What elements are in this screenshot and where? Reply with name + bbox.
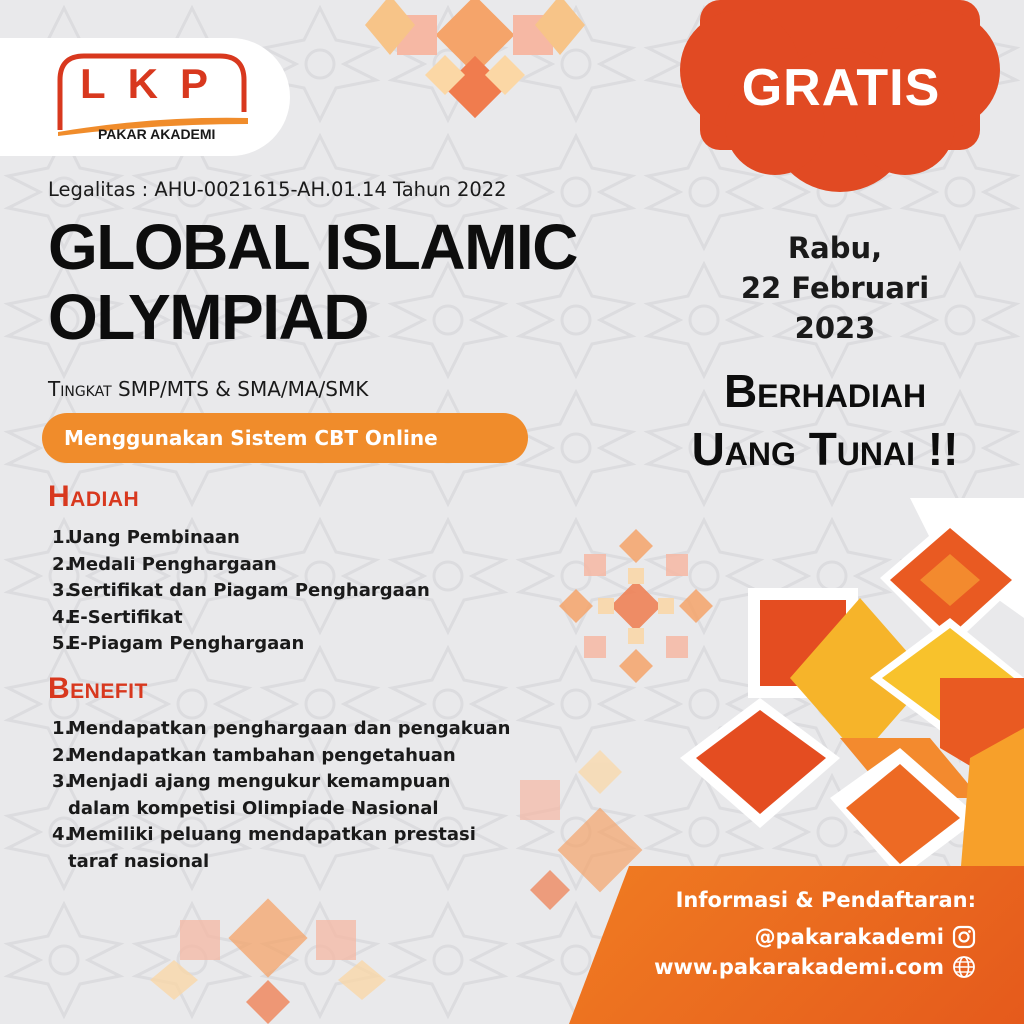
education-level: [48, 377, 368, 401]
hadiah-item: [52, 605, 430, 632]
instagram-icon: [952, 925, 976, 949]
benefit-item-text: Memiliki peluang mendapatkan prestasi taraf nasional: [68, 824, 476, 872]
logo-letters: LKP: [80, 60, 230, 107]
benefit-heading: Benefit: [48, 672, 148, 705]
website-link[interactable]: [654, 955, 976, 979]
logo-subtitle: PAKAR AKADEMI: [98, 126, 216, 142]
hadiah-item: [52, 525, 430, 552]
hadiah-item-text: E-Piagam Penghargaan: [68, 633, 305, 654]
legal-registration: Legalitas : AHU-0021615-AH.01.14 Tahun 2022: [48, 178, 507, 201]
benefit-item-number: 2.: [52, 744, 72, 766]
benefit-item-text: Menjadi ajang mengukur kemampuan dalam kompetisi Olimpiade Nasional: [68, 771, 451, 819]
level-prefix: Tingkat: [48, 377, 112, 401]
hadiah-item-number: 3.: [52, 580, 72, 601]
hadiah-item-text: Medali Penghargaan: [68, 553, 277, 575]
hadiah-list: [52, 525, 430, 658]
hadiah-item-number: 2.: [52, 553, 72, 575]
hadiah-item: [52, 578, 430, 605]
top-star-ornament: [330, 0, 620, 140]
gratis-badge: GRATIS: [741, 59, 941, 117]
event-year: 2023: [794, 311, 876, 345]
event-date: [700, 228, 970, 348]
prize-line1: Berhadiah: [723, 365, 927, 417]
benefit-list: [52, 716, 511, 875]
globe-icon: [952, 955, 976, 979]
instagram-link[interactable]: [755, 925, 976, 949]
contact-heading: [676, 888, 976, 912]
event-date-value: 22 Februari: [740, 271, 930, 305]
bottom-left-ornament: [140, 880, 400, 1024]
benefit-item-text: Mendapatkan tambahan pengetahuan: [68, 744, 456, 766]
event-title-line2: OLYMPIAD: [48, 281, 368, 353]
benefit-item-number: 4.: [52, 824, 72, 845]
instagram-handle[interactable]: @pakarakademi: [754, 925, 944, 949]
hadiah-item-number: 5.: [52, 633, 72, 654]
event-title-line1: GLOBAL ISLAMIC: [48, 211, 577, 283]
event-title: [48, 212, 577, 352]
exam-mode-pill: Menggunakan Sistem CBT Online: [42, 413, 528, 463]
hadiah-item: [52, 552, 430, 579]
hadiah-item-number: 4.: [52, 606, 72, 628]
contact-heading-text: Informasi & Pendaftaran:: [675, 888, 976, 912]
event-day: Rabu,: [787, 231, 883, 265]
hadiah-item-number: 1.: [52, 527, 72, 548]
hadiah-heading: Hadiah: [48, 480, 140, 513]
benefit-item: [52, 822, 511, 875]
right-geometric-ornament: [640, 498, 1024, 878]
hadiah-item: [52, 631, 430, 658]
level-text: SMP/MTS & SMA/MA/SMK: [118, 377, 369, 401]
logo: [0, 38, 290, 156]
hadiah-item-text: Uang Pembinaan: [68, 527, 240, 548]
prize-line2: Uang Tunai !!: [691, 423, 959, 475]
website-url[interactable]: www.pakarakademi.com: [654, 955, 944, 979]
benefit-item-text: Mendapatkan penghargaan dan pengakuan: [68, 718, 511, 739]
benefit-item: [52, 769, 511, 822]
benefit-item: [52, 743, 511, 770]
hadiah-item-text: E-Sertifikat: [68, 606, 183, 628]
benefit-item: [52, 716, 511, 743]
prize-tagline: [655, 362, 995, 478]
benefit-item-number: 3.: [52, 771, 72, 792]
hadiah-item-text: Sertifikat dan Piagam Penghargaan: [68, 580, 430, 601]
benefit-item-number: 1.: [52, 718, 72, 739]
